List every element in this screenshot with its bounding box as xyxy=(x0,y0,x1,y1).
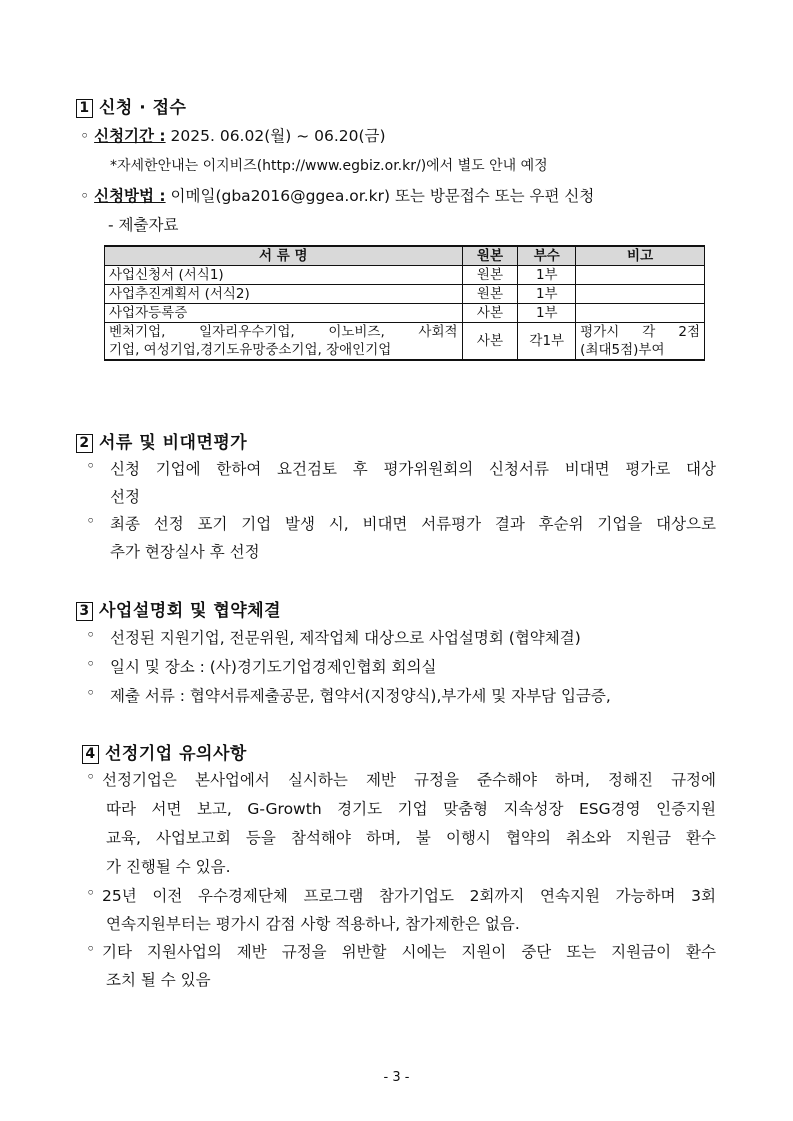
doc-name-line: 벤처기업, 일자리우수기업, 이노비즈, 사회적 xyxy=(109,324,458,340)
method-value: 이메일(gba2016@ggea.or.kr) 또는 방문접수 또는 우편 신청 xyxy=(170,187,595,205)
s4-para-1-line-3: 교육, 사업보고회 등을 참석해야 하며, 불 이행시 협약의 취소와 지원금 환수 xyxy=(106,829,716,847)
doc-orig: 원본 xyxy=(462,285,518,304)
doc-count: 1부 xyxy=(518,285,576,304)
bullet: ◦ xyxy=(86,655,96,673)
bullet: ◦ xyxy=(80,127,90,145)
bullet: ◦ xyxy=(86,768,96,786)
doc-count: 1부 xyxy=(518,266,576,285)
bullet: ◦ xyxy=(86,512,96,530)
s3-bullet-3: 제출 서류 : 협약서류제출공문, 협약서(지정양식),부가세 및 자부담 입금증, xyxy=(110,687,611,705)
doc-count: 1부 xyxy=(518,304,576,323)
s4-para-2-line-1: 25년 이전 우수경제단체 프로그램 참가기업도 2회까지 연속지원 가능하며 3회 xyxy=(102,887,716,905)
header-original: 원본 xyxy=(462,246,518,266)
doc-count: 각1부 xyxy=(518,323,576,361)
table-row xyxy=(105,266,705,285)
doc-orig: 사본 xyxy=(462,304,518,323)
bullet: ◦ xyxy=(86,940,96,958)
s2-bullet-1-line-1: 신청 기업에 한하여 요건검토 후 평가위원회의 신청서류 비대면 평가로 대상 xyxy=(110,460,716,478)
period-value: 2025. 06.02(월) ~ 06.20(금) xyxy=(170,127,386,145)
bullet: ◦ xyxy=(86,684,96,702)
s4-para-3-line-1: 기타 지원사업의 제반 규정을 위반할 시에는 지원이 중단 또는 지원금이 환수 xyxy=(102,943,716,961)
application-method xyxy=(80,184,594,206)
doc-name: 사업추진계획서 (서식2) xyxy=(105,285,463,304)
s2-bullet-2-line-1: 최종 선정 포기 기업 발생 시, 비대면 서류평가 결과 후순위 기업을 대상으로 xyxy=(110,515,716,533)
s3-bullet-1: 선정된 지원기업, 전문위원, 제작업체 대상으로 사업설명회 (협약체결) xyxy=(110,629,581,647)
section-1-heading xyxy=(76,93,186,118)
s2-bullet-2-line-2: 추가 현장실사 후 선정 xyxy=(110,543,260,561)
section-number-box: 4 xyxy=(82,745,99,764)
header-count: 부수 xyxy=(518,246,576,266)
bullet: ◦ xyxy=(80,187,90,205)
s4-para-1-line-4: 가 진행될 수 있음. xyxy=(106,858,231,876)
s4-para-3-line-2: 조치 될 수 있음 xyxy=(106,971,211,989)
header-doc-name: 서 류 명 xyxy=(105,246,463,266)
doc-note xyxy=(576,266,705,285)
period-note: *자세한안내는 이지비즈(http://www.egbiz.or.kr/)에서 별도 안내 예정 xyxy=(110,158,548,174)
section-4-heading xyxy=(82,739,247,764)
doc-note xyxy=(576,304,705,323)
section-title: 신청 · 접수 xyxy=(99,98,187,118)
header-note: 비고 xyxy=(576,246,705,266)
doc-orig: 사본 xyxy=(462,323,518,361)
period-label: 신청기간 : xyxy=(94,127,166,145)
doc-note-line: 평가시 각 2점 xyxy=(580,324,700,340)
section-number-box: 2 xyxy=(76,434,93,453)
bullet: ◦ xyxy=(86,457,96,475)
s4-para-2-line-2: 연속지원부터는 평가시 감점 사항 적용하나, 참가제한은 없음. xyxy=(106,915,520,933)
s2-bullet-1-line-2: 선정 xyxy=(110,488,140,506)
section-title: 사업설명회 및 협약체결 xyxy=(99,601,282,621)
doc-name: 사업자등록증 xyxy=(105,304,463,323)
table-row xyxy=(105,285,705,304)
bullet: ◦ xyxy=(86,626,96,644)
table-header-row xyxy=(105,246,705,266)
docs-label: - 제출자료 xyxy=(108,216,179,234)
s3-bullet-2: 일시 및 장소 : (사)경기도기업경제인협회 회의실 xyxy=(110,658,437,676)
section-2-heading xyxy=(76,428,247,453)
table-row xyxy=(105,304,705,323)
application-period xyxy=(80,124,386,146)
submission-docs-table xyxy=(104,245,705,361)
method-label: 신청방법 : xyxy=(94,187,166,205)
doc-orig: 원본 xyxy=(462,266,518,285)
section-title: 서류 및 비대면평가 xyxy=(99,433,248,453)
doc-note xyxy=(576,323,705,361)
doc-name xyxy=(105,323,463,361)
section-number-box: 1 xyxy=(76,99,93,118)
doc-name-line: 기업, 여성기업,경기도유망중소기업, 장애인기업 xyxy=(109,342,392,358)
doc-name: 사업신청서 (서식1) xyxy=(105,266,463,285)
s4-para-1-line-1: 선정기업은 본사업에서 실시하는 제반 규정을 준수해야 하며, 정해진 규정에 xyxy=(102,771,716,789)
section-number-box: 3 xyxy=(76,602,93,621)
doc-note-line: (최대5점)부여 xyxy=(580,342,665,358)
table-row xyxy=(105,323,705,361)
bullet: ◦ xyxy=(86,884,96,902)
s4-para-1-line-2: 따라 서면 보고, G-Growth 경기도 기업 맞춤형 지속성장 ESG경영 인증지원 xyxy=(106,800,716,818)
page-number: - 3 - xyxy=(383,1070,410,1085)
doc-note xyxy=(576,285,705,304)
section-title: 선정기업 유의사항 xyxy=(105,744,247,764)
section-3-heading xyxy=(76,596,281,621)
